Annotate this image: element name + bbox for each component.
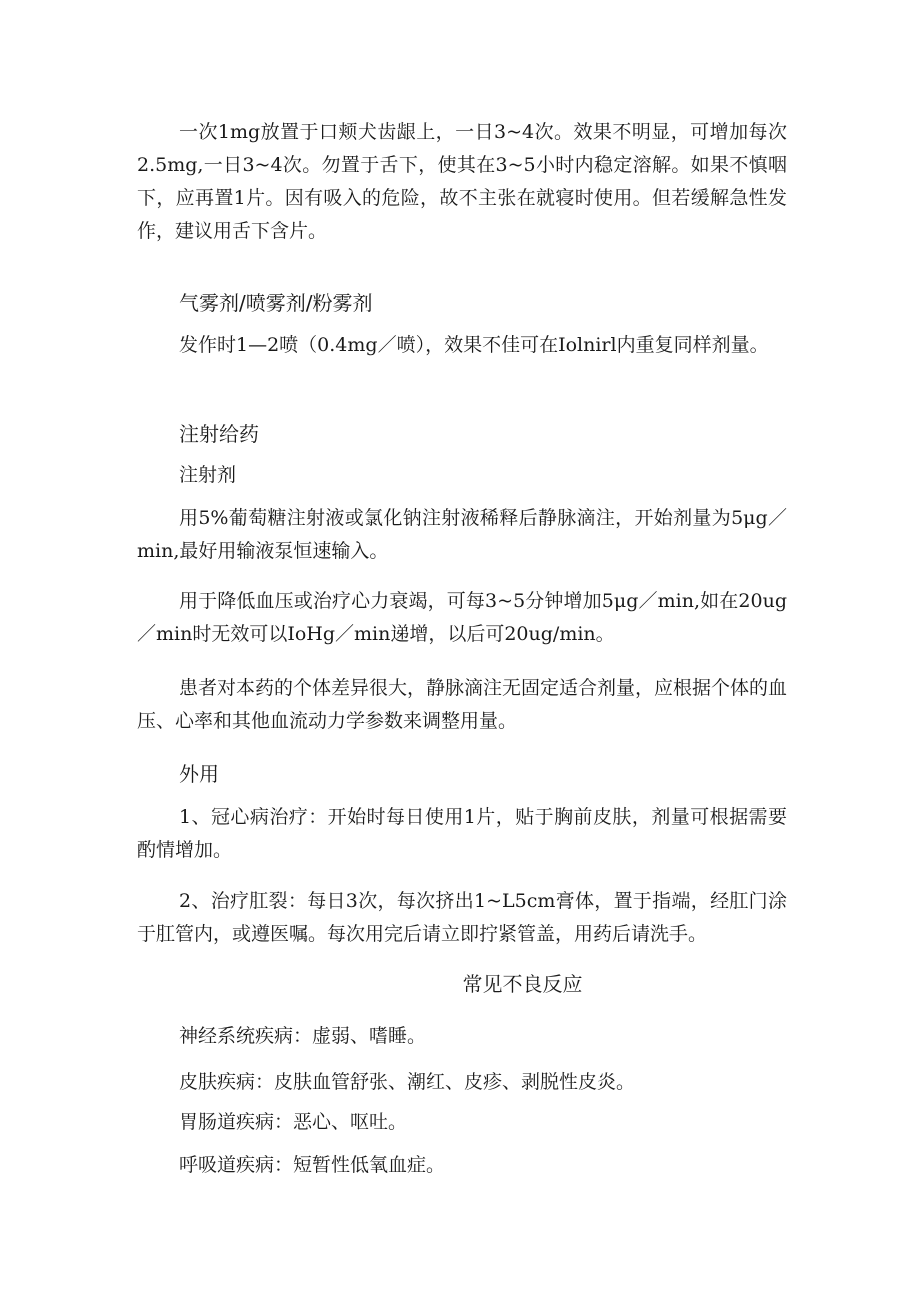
- adverse-item-respiratory: 呼吸道疾病：短暂性低氧血症。: [179, 1154, 446, 1176]
- aerosol-dose-paragraph: 发作时1—2喷（0.4mg／喷），效果不佳可在Iolnirl内重复同样剂量。: [179, 334, 769, 356]
- adverse-item-nervous: 神经系统疾病：虚弱、嗜睡。: [179, 1025, 427, 1047]
- external-heading: 外用: [179, 762, 219, 786]
- injection-subheading: 注射剂: [179, 464, 237, 486]
- external-item-1: 1、冠心病治疗：开始时每日使用1片，贴于胸前皮肤，剂量可根据需要酌情增加。: [137, 806, 787, 861]
- sublingual-dose-paragraph: 一次1mg放置于口颊犬齿龈上，一日3~4次。效果不明显，可增加每次2.5mg,一日3~4次。勿置于舌下，使其在3~5小时内稳定溶解。如果不慎咽下，应再置1片。因有吸入的危险，故不主张在就寝时使用。但若缓解急性发作，建议用舌下含片。: [137, 121, 787, 242]
- injection-dose-paragraph: 用5%葡萄糖注射液或氯化钠注射液稀释后静脉滴注，开始剂量为5μg／min,最好用输液泵恒速输入。: [137, 507, 787, 562]
- aerosol-heading: 气雾剂/喷雾剂/粉雾剂: [179, 291, 373, 315]
- adverse-item-skin: 皮肤疾病：皮肤血管舒张、潮红、皮疹、剥脱性皮炎。: [179, 1071, 636, 1093]
- adverse-item-gastrointestinal: 胃肠道疾病：恶心、呕吐。: [179, 1111, 408, 1133]
- injection-heading: 注射给药: [179, 422, 259, 446]
- external-item-2: 2、治疗肛裂：每日3次，每次挤出1~L5cm膏体，置于指端，经肛门涂于肛管内，或遵医嘱。每次用完后请立即拧紧管盖，用药后请洗手。: [137, 890, 787, 945]
- injection-note-paragraph: 患者对本药的个体差异很大，静脉滴注无固定适合剂量，应根据个体的血压、心率和其他血流动力学参数来调整用量。: [137, 677, 788, 732]
- adverse-reactions-heading: 常见不良反应: [462, 972, 583, 996]
- injection-increase-paragraph: 用于降低血压或治疗心力衰竭，可每3~5分钟增加5μg／min,如在20ug／min时无效可以IoHg／min递增，以后可20ug/min。: [137, 590, 787, 645]
